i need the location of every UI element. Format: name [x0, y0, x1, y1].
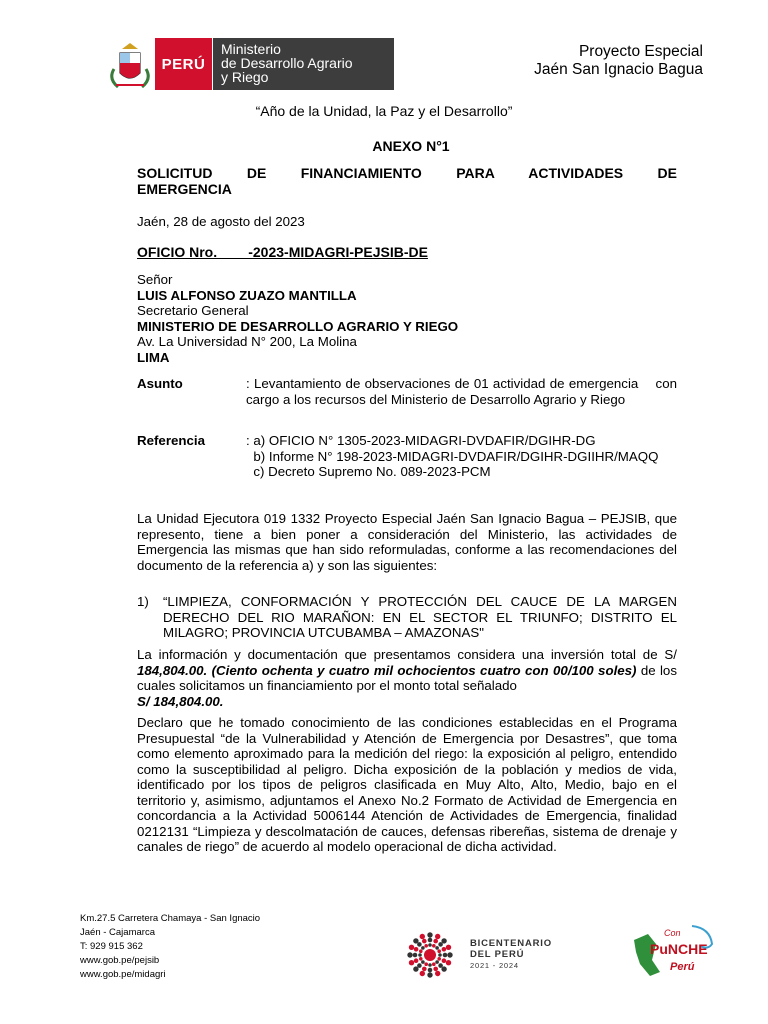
- place-date: Jaén, 28 de agosto del 2023: [137, 214, 305, 229]
- item-text: “LIMPIEZA, CONFORMACIÓN Y PROTECCIÓN DEL CAUCE DE LA MARGEN DERECHO DEL RIO MARAÑON: EN EL SECTOR EL TRIUNFO; DISTRITO EL MILAGRO; PROVINCIA UTCUBAMBA – AMAZONAS": [163, 594, 677, 640]
- bicentenario-ray-dot: [437, 957, 441, 961]
- bicentenario-years: 2021 - 2024: [470, 961, 519, 970]
- peru-logo-text: PERÚ: [161, 55, 206, 73]
- investment-pre: La información y documentación que presentamos considera una inversión total de S/: [137, 647, 677, 662]
- footer-address-line: Km.27.5 Carretera Chamaya - San Ignacio: [80, 913, 261, 924]
- ministry-logo: [213, 38, 394, 90]
- reference-list: [246, 433, 677, 480]
- document-title-line1: SOLICITUD DE FINANCIAMIENTO PARA ACTIVIDADES DE: [137, 165, 677, 181]
- document-title: [137, 165, 677, 197]
- bicentenario-ray-dot: [446, 945, 451, 950]
- punche-peru: Perú: [670, 961, 695, 973]
- bicentenario-ray-dot: [435, 946, 439, 950]
- bicentenario-ray-dot: [428, 968, 433, 973]
- bicentenario-ray-dot: [441, 966, 446, 971]
- footer-link: www.gob.pe/pejsib: [80, 955, 160, 966]
- reference-label: Referencia: [137, 433, 205, 448]
- bicentenario-ray-dot: [427, 932, 432, 937]
- bicentenario-ray-dot: [422, 939, 427, 944]
- bicentenario-logo: [470, 938, 552, 971]
- bicentenario-ray-dot: [438, 953, 442, 957]
- bicentenario-ray-dot: [420, 971, 425, 976]
- peru-logo: [155, 38, 212, 90]
- project-line: Jaén San Ignacio Bagua: [534, 61, 703, 78]
- investment-paragraph: [137, 647, 677, 709]
- punche-word: PuNCHE: [650, 941, 708, 957]
- bicentenario-ray-dot: [432, 944, 436, 948]
- project-line: Proyecto Especial: [578, 43, 703, 60]
- reference-item: : a) OFICIO N° 1305-2023-MIDAGRI-DVDAFIR/DGIHR-DG: [246, 433, 596, 448]
- bicentenario-ray-dot: [433, 939, 438, 944]
- investment-amount: 184,804.00. (Ciento ochenta y cuatro mil ochocientos cuatro con 00/100 soles): [137, 662, 637, 678]
- bicentenario-ray-dot: [421, 960, 425, 964]
- con-punche-peru-logo: [630, 920, 716, 980]
- bicentenario-ray-dot: [433, 967, 438, 972]
- bicentenario-ray-dot: [428, 963, 432, 967]
- subject-label: Asunto: [137, 376, 183, 391]
- bicentenario-ray-dot: [414, 958, 419, 963]
- recipient-institution: MINISTERIO DE DESARROLLO AGRARIO Y RIEGO: [137, 318, 459, 334]
- bicentenario-ray-dot: [442, 947, 447, 952]
- salutation: Señor: [137, 272, 173, 287]
- bicentenario-line: BICENTENARIO: [470, 938, 552, 949]
- recipient-name: LUIS ALFONSO ZUAZO MANTILLA: [137, 287, 357, 303]
- bicentenario-ray-dot: [428, 943, 432, 947]
- bicentenario-line: DEL PERÚ: [470, 949, 525, 960]
- bicentenario-ray-dot: [413, 938, 418, 943]
- bicentenario-ray-dot: [443, 953, 448, 958]
- investment-mid: de los cuales solicitamos un financiamiento por el monto total señalado: [137, 662, 677, 693]
- bicentenario-ray-dot: [435, 960, 439, 964]
- year-motto: “Año de la Unidad, la Paz y el Desarrollo”: [255, 103, 513, 119]
- bicentenario-ray-dot: [437, 949, 441, 953]
- declaration-paragraph: Declaro que he tomado conocimiento de las condiciones establecidas en el Programa Presupuestal “de la Vulnerabilidad y Atención de Emergencia por Desastres”, que toma como elemento aproximado para la medición del riego: la exposición al peligro, entendido como la susceptibilidad al peligro. Dicha exposición de la población y medios de vida, identificado por los tipos de peligros clasificada en Muy Alto, Alto, Medio, bajo en el territorio y, asimismo, adjuntamos el Anexo No.2 Formato de Actividad de Emergencia en concordancia a la Actividad 5006144 Atención de Actividades de Emergencia, finalidad 0212131 “Limpieza y descolmatación de cauces, defensas ribereñas, sistema de drenaje y canales de riego” de acuerdo al modelo operacional de dicha actividad.: [137, 715, 677, 854]
- bicentenario-ray-dot: [409, 945, 414, 950]
- bicentenario-ray-dot: [424, 944, 428, 948]
- footer-address: [80, 912, 260, 982]
- bicentenario-ray-dot: [419, 957, 423, 961]
- bicentenario-ray-dot: [424, 962, 428, 966]
- project-name: [534, 43, 703, 79]
- bicentenario-ray-dot: [407, 952, 412, 957]
- recipient-city: LIMA: [137, 349, 170, 365]
- bicentenario-ray-dot: [420, 934, 425, 939]
- reference-item: c) Decreto Supremo No. 089-2023-PCM: [246, 464, 491, 479]
- bicentenario-ray-dot: [427, 972, 432, 977]
- recipient-position: Secretario General: [137, 303, 249, 318]
- bicentenario-ray-dot: [419, 949, 423, 953]
- bicentenario-ray-dot: [413, 966, 418, 971]
- bicentenario-ray-dot: [418, 953, 422, 957]
- ministry-line: Ministerio: [221, 41, 281, 57]
- punche-con: Con: [664, 928, 681, 938]
- footer-link: www.gob.pe/midagri: [80, 969, 166, 980]
- bicentenario-ray-dot: [428, 938, 433, 943]
- bicentenario-ray-dot: [446, 960, 451, 965]
- bicentenario-emblem-icon: [402, 927, 458, 983]
- recipient-block: [137, 272, 677, 365]
- recipient-address: Av. La Universidad N° 200, La Molina: [137, 334, 357, 349]
- footer-phone: T: 929 915 362: [80, 941, 143, 952]
- ministry-line: y Riego: [221, 69, 269, 85]
- bicentenario-ray-dot: [435, 971, 440, 976]
- reference-item: b) Informe N° 198-2023-MIDAGRI-DVDAFIR/DGIHR-DGIIHR/MAQQ: [246, 448, 659, 464]
- bicentenario-ray-dot: [442, 958, 447, 963]
- footer-address-line: Jaén - Cajamarca: [80, 927, 155, 938]
- intro-paragraph: La Unidad Ejecutora 019 1332 Proyecto Especial Jaén San Ignacio Bagua – PEJSIB, que represento, tiene a bien poner a consideración del Ministerio, las actividades de Emergencia las mismas que han sido reformuladas, conforme a las recomendaciones del documento de la referencia a) y son las siguientes:: [137, 511, 677, 573]
- coat-of-arms-icon: [108, 39, 152, 91]
- investment-total: S/ 184,804.00.: [137, 693, 224, 709]
- bicentenario-ray-dot: [421, 946, 425, 950]
- bicentenario-ray-dot: [413, 953, 418, 958]
- item-number: 1): [137, 594, 149, 609]
- bicentenario-ray-dot: [432, 962, 436, 966]
- document-title-line2: EMERGENCIA: [137, 181, 232, 197]
- bicentenario-ray-dot: [422, 967, 427, 972]
- oficio-number: OFICIO Nro. -2023-MIDAGRI-PEJSIB-DE: [137, 244, 428, 260]
- bicentenario-ray-dot: [409, 960, 414, 965]
- bicentenario-ray-dot: [447, 952, 452, 957]
- ministry-line: de Desarrollo Agrario: [221, 55, 353, 71]
- bicentenario-ray-dot: [435, 934, 440, 939]
- subject-text: : Levantamiento de observaciones de 01 actividad de emergencia con cargo a los recursos del Ministerio de Desarrollo Agrario y Riego: [246, 376, 677, 407]
- annex-title: ANEXO N°1: [372, 138, 450, 154]
- bicentenario-ray-dot: [441, 938, 446, 943]
- bicentenario-ray-dot: [414, 947, 419, 952]
